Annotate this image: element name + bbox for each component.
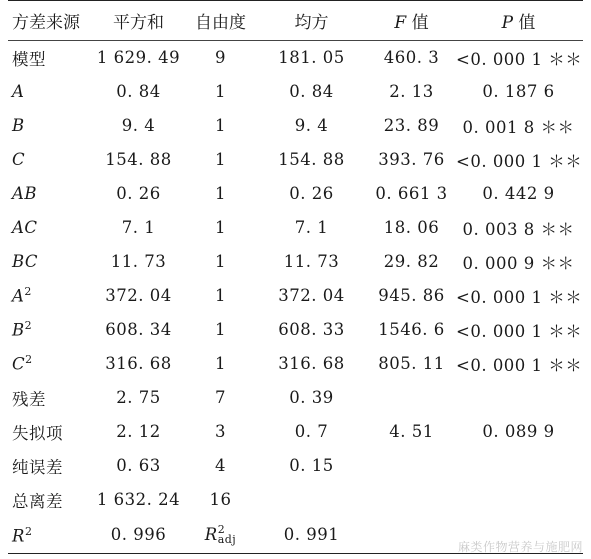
radj-sub: adj	[217, 533, 237, 546]
row-source-text: BC	[12, 252, 39, 271]
row-p-value	[454, 381, 583, 415]
table-row	[8, 381, 583, 415]
table-row	[8, 279, 583, 313]
row-source	[8, 313, 90, 347]
row-sum-of-squares: 316. 68	[105, 354, 172, 373]
header-mean-square: 均方	[254, 1, 369, 41]
row-mean-square: 316. 68	[278, 354, 345, 373]
row-sum-of-squares: 154. 88	[105, 150, 172, 169]
row-sum-of-squares: 9. 4	[121, 116, 156, 135]
row-mean-square: 0. 7	[294, 422, 329, 441]
row-source-text: 模型	[12, 49, 46, 69]
row-source-text: B	[12, 320, 25, 340]
header-source: 方差来源	[8, 1, 90, 41]
table-row	[8, 415, 583, 449]
row-degrees-of-freedom: 1	[215, 286, 226, 305]
row-degrees-of-freedom: 7	[215, 388, 226, 407]
table-row	[8, 483, 583, 517]
row-sum-of-squares: 7. 1	[121, 218, 156, 237]
header-f-value	[369, 1, 454, 41]
row-p-value: <0. 000 1 ＊＊	[456, 355, 583, 375]
table-row	[8, 211, 583, 245]
row-mean-square: 372. 04	[278, 286, 345, 305]
row-mean-square: 0. 26	[289, 184, 334, 203]
row-sum-of-squares: 0. 63	[116, 456, 161, 475]
row-degrees-of-freedom: 1	[215, 116, 226, 135]
row-mean-square: 181. 05	[278, 48, 345, 68]
row-f-value	[369, 381, 454, 415]
r2-letter: R	[12, 526, 25, 545]
row-source-text: A	[12, 286, 25, 306]
r2-label	[8, 517, 90, 554]
row-source-text: AC	[12, 218, 38, 237]
row-degrees-of-freedom: 9	[215, 48, 226, 68]
row-p-value	[454, 483, 583, 517]
anova-table	[8, 0, 583, 554]
row-f-value: 18. 06	[383, 218, 440, 237]
row-sum-of-squares: 11. 73	[110, 252, 167, 271]
row-source-text: C	[12, 354, 26, 374]
row-source	[8, 449, 90, 483]
row-p-value: 0. 187 6	[482, 82, 555, 101]
row-p-value: 0. 000 9 ＊＊	[462, 253, 575, 273]
row-sum-of-squares: 2. 75	[116, 388, 161, 407]
row-degrees-of-freedom: 1	[215, 320, 226, 339]
table-row	[8, 449, 583, 483]
row-source	[8, 415, 90, 449]
row-sum-of-squares: 372. 04	[105, 286, 172, 305]
table-row	[8, 347, 583, 381]
row-mean-square: 9. 4	[294, 116, 329, 135]
row-source	[8, 279, 90, 313]
table-row	[8, 313, 583, 347]
row-source	[8, 245, 90, 279]
header-p-value	[454, 1, 583, 41]
row-p-value	[454, 449, 583, 483]
row-source	[8, 177, 90, 211]
header-degrees-of-freedom: 自由度	[187, 1, 254, 41]
row-p-value: 0. 001 8 ＊＊	[462, 117, 575, 137]
row-source	[8, 41, 90, 75]
row-p-value: 0. 003 8 ＊＊	[462, 219, 575, 239]
radj-sup: 2	[217, 523, 226, 536]
header-sum-of-squares: 平方和	[90, 1, 187, 41]
row-f-value: 393. 76	[378, 150, 445, 169]
row-source	[8, 143, 90, 177]
radj-label	[187, 517, 254, 554]
row-f-value: 1546. 6	[378, 320, 445, 339]
row-source-text: 纯误差	[12, 457, 63, 477]
row-source-text: 总离差	[12, 491, 63, 511]
row-p-value: 0. 089 9	[482, 422, 555, 441]
row-f-value: 460. 3	[383, 48, 440, 68]
row-source	[8, 483, 90, 517]
table-header	[8, 1, 583, 41]
row-sum-of-squares: 0. 84	[116, 82, 161, 101]
row-sum-of-squares: 1 632. 24	[96, 490, 181, 509]
fit-empty-1	[369, 517, 454, 554]
row-p-value: 0. 442 9	[482, 184, 555, 203]
row-p-value: <0. 000 1 ＊＊	[456, 151, 583, 171]
row-f-value: 29. 82	[383, 252, 440, 271]
row-mean-square: 0. 84	[289, 82, 334, 101]
p-letter: P	[501, 13, 514, 33]
table-row	[8, 245, 583, 279]
row-f-value	[369, 483, 454, 517]
row-mean-square: 154. 88	[278, 150, 345, 169]
radj-letter: R	[204, 524, 218, 544]
row-sum-of-squares: 1 629. 49	[96, 48, 181, 68]
row-source	[8, 109, 90, 143]
row-f-value: 2. 13	[389, 82, 434, 101]
table-row	[8, 75, 583, 109]
row-mean-square: 608. 33	[278, 320, 345, 339]
row-mean-square: 0. 39	[289, 388, 334, 407]
row-degrees-of-freedom: 16	[209, 490, 232, 509]
row-degrees-of-freedom: 1	[215, 354, 226, 373]
table-row	[8, 177, 583, 211]
row-f-value: 23. 89	[383, 116, 440, 135]
radj-value: 0. 991	[254, 517, 369, 554]
row-p-value: <0. 000 1 ＊＊	[456, 321, 583, 341]
row-degrees-of-freedom: 4	[215, 456, 226, 475]
f-letter: F	[394, 13, 407, 33]
row-source-text: B	[12, 116, 25, 135]
table-row	[8, 109, 583, 143]
row-degrees-of-freedom: 1	[215, 184, 226, 203]
row-f-value	[369, 449, 454, 483]
row-source-text: 残差	[12, 389, 46, 409]
row-sum-of-squares: 608. 34	[105, 320, 172, 339]
row-mean-square: 11. 73	[283, 252, 340, 271]
row-source-text: C	[12, 150, 26, 169]
row-degrees-of-freedom: 3	[215, 422, 226, 441]
row-degrees-of-freedom: 1	[215, 218, 226, 237]
f-suffix: 值	[406, 13, 429, 33]
row-source-text: 失拟项	[12, 423, 63, 443]
p-suffix: 值	[513, 13, 536, 33]
table-body	[8, 41, 583, 554]
row-source	[8, 211, 90, 245]
row-source-text: A	[12, 82, 25, 101]
row-sum-of-squares: 0. 26	[116, 184, 161, 203]
row-f-value: 805. 11	[378, 354, 445, 373]
row-degrees-of-freedom: 1	[215, 252, 226, 271]
anova-table-container	[8, 0, 583, 554]
row-source-text: AB	[12, 184, 38, 203]
row-f-value: 0. 661 3	[375, 184, 448, 203]
row-source-superscript: 2	[25, 353, 33, 367]
table-row	[8, 143, 583, 177]
row-source-superscript: 2	[24, 319, 33, 333]
row-p-value: <0. 000 1 ＊＊	[456, 49, 583, 69]
row-source	[8, 75, 90, 109]
row-mean-square: 0. 15	[289, 456, 334, 475]
row-f-value: 945. 86	[378, 286, 445, 305]
row-source	[8, 381, 90, 415]
row-f-value: 4. 51	[389, 422, 434, 441]
table-row	[8, 41, 583, 75]
r2-value: 0. 996	[90, 517, 187, 554]
row-sum-of-squares: 2. 12	[116, 422, 161, 441]
header-row	[8, 1, 583, 41]
row-mean-square: 7. 1	[294, 218, 329, 237]
row-source-superscript: 2	[24, 285, 32, 299]
row-degrees-of-freedom: 1	[215, 82, 226, 101]
row-degrees-of-freedom: 1	[215, 150, 226, 169]
row-source	[8, 347, 90, 381]
r2-sup: 2	[24, 524, 33, 538]
watermark: 麻类作物营养与施肥网	[457, 540, 583, 554]
row-p-value: <0. 000 1 ＊＊	[456, 287, 583, 307]
row-mean-square	[254, 483, 369, 517]
